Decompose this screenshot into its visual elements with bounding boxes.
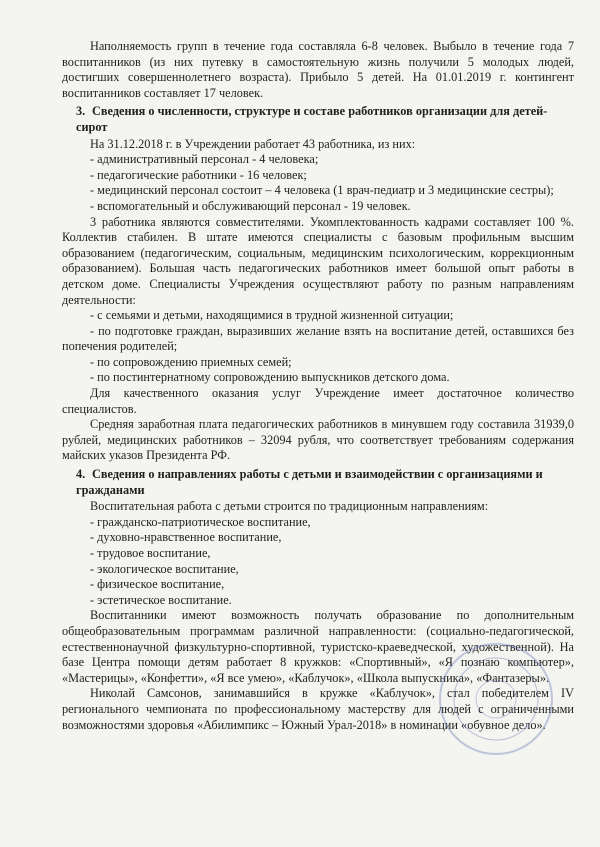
- list-item: - по подготовке граждан, выразивших желание взять на воспитание детей, оставшихся без попечения родителей;: [62, 323, 574, 354]
- list-item: - эстетическое воспитание.: [90, 592, 232, 607]
- list-item: - педагогические работники - 16 человек;: [90, 167, 307, 182]
- list-item: - с семьями и детьми, находящимися в трудной жизненной ситуации;: [90, 308, 454, 323]
- list-item: - духовно-нравственное воспитание,: [90, 530, 282, 545]
- paragraph: Воспитанники имеют возможность получать образование по дополнительным общеобразовательным программам различной направленности: (социально-педагогической, естественнонаучной физкультурно-спортивной, туристско-краеведческой, художественной). На базе Центра помощи детям работает 8 кружков: «Спортивный», «Я познаю компьютер», «Мастерицы», «Конфетти», «Я все умею», «Каблучок», «Школа выпускника», «Фантазеры».: [62, 608, 574, 685]
- list-item: - вспомогательный и обслуживающий персонал - 19 человек.: [90, 198, 411, 213]
- document-body: [62, 39, 574, 733]
- paragraph: Николай Самсонов, занимавшийся в кружке «Каблучок», стал победителем IV регионального чемпионата по профессиональному мастерству для людей с ограниченными возможностями здоровья «Абилимпикс – Южный Урал-2018» в номинации «обувное дело».: [62, 686, 574, 732]
- section-heading: [62, 104, 574, 135]
- section-number: 4.: [76, 467, 86, 482]
- list-item: - экологическое воспитание,: [90, 561, 239, 576]
- list-item: - по постинтернатному сопровождению выпускников детского дома.: [90, 370, 450, 385]
- section-heading: [62, 467, 574, 498]
- list-item: - трудовое воспитание,: [90, 546, 211, 560]
- paragraph: На 31.12.2018 г. в Учреждении работает 43 работника, из них:: [90, 136, 416, 151]
- list-item: - по сопровождению приемных семей;: [90, 354, 292, 369]
- paragraph: Наполняемость групп в течение года составляла 6-8 человек. Выбыло в течение года 7 воспитанников (из них путевку в самостоятельную жизнь получили 5 молодых людей, достигших совершеннолетнего возраста). Прибыло 5 детей. На 01.01.2019 г. контингент воспитанников составляет 17 человек.: [62, 39, 574, 100]
- paragraph: Для качественного оказания услуг Учреждение имеет достаточное количество специалистов.: [62, 386, 574, 416]
- paragraph: Средняя заработная плата педагогических работников в минувшем году составила 31939,0 рублей, медицинских работников – 32094 рубля, что соответствует требованиям содержания майских указов Президента РФ.: [62, 417, 574, 463]
- section-title: Сведения о направлениях работы с детьми и взаимодействии с организациями и гражданами: [76, 467, 543, 497]
- section-title: Сведения о численности, структуре и составе работников организации для детей-сирот: [76, 104, 548, 134]
- list-item: - физическое воспитание,: [90, 577, 225, 592]
- list-item: - административный персонал - 4 человека;: [90, 152, 319, 167]
- paragraph: 3 работника являются совместителями. Укомплектованность кадрами составляет 100 %. Коллектив стабилен. В штате имеются специалисты с базовым профильным высшим образованием (педагогическим, социальным, медицинским психологическим, коррекционным образованием). Большая часть педагогических работников имеет большой опыт работы в детском доме. Специалисты Учреждения осуществляют работу по разным направлениям деятельности:: [62, 214, 574, 307]
- section-number: 3.: [76, 104, 86, 119]
- list-item: - гражданско-патриотическое воспитание,: [90, 514, 311, 529]
- paragraph: Воспитательная работа с детьми строится по традиционным направлениям:: [90, 499, 489, 514]
- list-item: - медицинский персонал состоит – 4 человека (1 врач-педиатр и 3 медицинские сестры);: [90, 183, 554, 198]
